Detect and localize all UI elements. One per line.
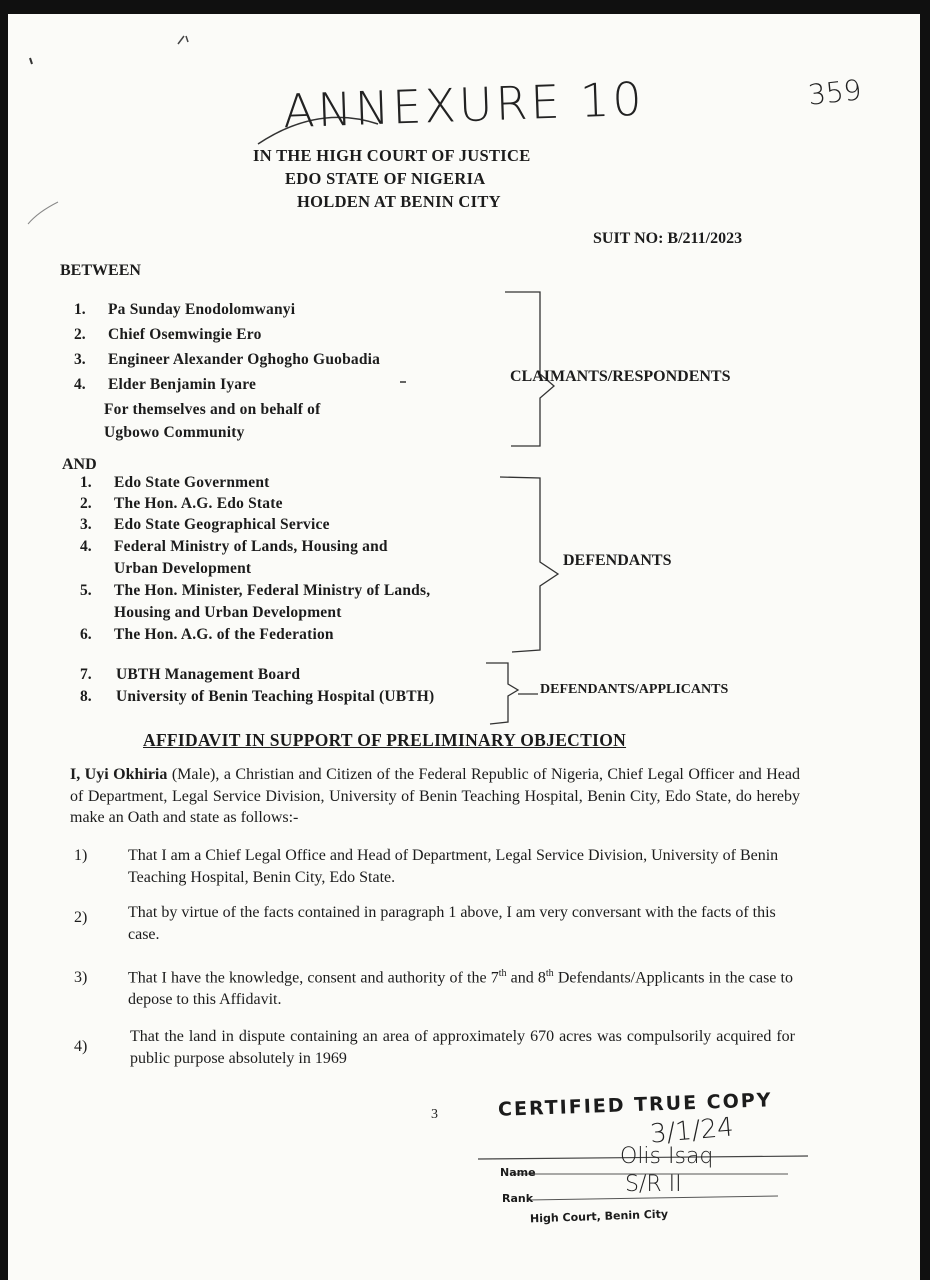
defendant-name-cont: Housing and Urban Development xyxy=(114,604,342,621)
paragraph-text: That I am a Chief Legal Office and Head of Department, Legal Service Division, University of Benin Teaching Hospital, Benin City, Edo State. xyxy=(128,847,779,886)
paragraph-number: 1) xyxy=(74,847,88,864)
stamp-name-label: Name xyxy=(500,1166,536,1179)
applicant-name: UBTH Management Board xyxy=(116,666,301,683)
superscript-th: th xyxy=(498,968,507,979)
paragraph-text: That the land in dispute containing an area of approximately 670 acres was compulsorily acquired for public purpose absolutely in 1969 xyxy=(130,1028,795,1067)
applicant-number: 8. xyxy=(80,688,92,705)
paragraph3-part2: and 8 xyxy=(506,969,546,987)
defendant-number: 4. xyxy=(80,538,92,555)
defendant-name: Edo State Geographical Service xyxy=(114,516,330,533)
applicant-number: 7. xyxy=(80,666,92,683)
defendant-number: 6. xyxy=(80,626,92,643)
claimant-name: Chief Osemwingie Ero xyxy=(108,326,262,343)
defendant-number: 3. xyxy=(80,516,92,533)
court-title-line1: IN THE HIGH COURT OF JUSTICE xyxy=(253,146,531,165)
defendant-name: Federal Ministry of Lands, Housing and xyxy=(114,538,388,555)
between-label: BETWEEN xyxy=(60,262,141,279)
stamp-court: High Court, Benin City xyxy=(529,1207,669,1226)
paragraph-number: 3) xyxy=(74,969,88,986)
claimants-role: CLAIMANTS/RESPONDENTS xyxy=(510,368,731,385)
paragraph-number: 4) xyxy=(74,1038,88,1055)
footer-page-number: 3 xyxy=(431,1107,438,1122)
superscript-th: th xyxy=(545,968,554,979)
defendant-name: The Hon. Minister, Federal Ministry of Lands, xyxy=(114,582,431,599)
stamp-name-value: Olis Isaq xyxy=(620,1144,714,1169)
court-title-line2: EDO STATE OF NIGERIA xyxy=(285,169,486,188)
claimant-number: 3. xyxy=(74,351,86,368)
and-label: AND xyxy=(62,456,97,473)
defendant-name: The Hon. A.G. of the Federation xyxy=(114,626,334,643)
applicants-role: DEFENDANTS/APPLICANTS xyxy=(540,682,729,697)
defendant-name-cont: Urban Development xyxy=(114,560,252,577)
stamp-rank-label: Rank xyxy=(502,1192,534,1205)
court-title-line3: HOLDEN AT BENIN CITY xyxy=(297,192,501,211)
stamp-date: 3/1/24 xyxy=(648,1112,735,1150)
defendants-role: DEFENDANTS xyxy=(563,552,672,569)
paragraph3-part1: That I have the knowledge, consent and authority of the 7 xyxy=(128,969,499,987)
defendant-name: Edo State Government xyxy=(114,474,270,491)
annexure-handwriting: ANNEXURE 10 xyxy=(282,71,646,139)
stamp-title: CERTIFIED TRUE COPY xyxy=(497,1089,773,1121)
document-page xyxy=(8,14,920,1280)
intro-text: (Male), a Christian and Citizen of the Federal Republic of Nigeria, Chief Legal Officer and Head of Department, Legal Service Division, University of Benin Teaching Hospital, Benin City, Edo State, do hereby make an Oath and state as follows:- xyxy=(70,766,800,826)
claimant-number: 1. xyxy=(74,301,86,318)
certified-stamp xyxy=(480,1086,800,1226)
affidavit-intro xyxy=(70,764,800,829)
suit-number: SUIT NO: B/211/2023 xyxy=(593,230,743,247)
claimant-name: Elder Benjamin Iyare xyxy=(108,376,257,393)
claimant-number: 2. xyxy=(74,326,86,343)
claimants-behalf-line2: Ugbowo Community xyxy=(104,424,245,441)
affidavit-heading: AFFIDAVIT IN SUPPORT OF PRELIMINARY OBJECTION xyxy=(143,730,627,750)
applicant-name: University of Benin Teaching Hospital (UBTH) xyxy=(116,688,435,705)
defendant-number: 5. xyxy=(80,582,92,599)
claimant-name: Engineer Alexander Oghogho Guobadia xyxy=(108,351,381,368)
paragraph-number: 2) xyxy=(74,909,88,926)
page-number-handwriting: 359 xyxy=(806,73,864,112)
defendant-name: The Hon. A.G. Edo State xyxy=(114,495,283,512)
claimant-number: 4. xyxy=(74,376,86,393)
deponent-name: I, Uyi Okhiria xyxy=(70,766,168,783)
claimants-behalf-line1: For themselves and on behalf of xyxy=(104,401,321,418)
defendant-number: 2. xyxy=(80,495,92,512)
paragraph3-part3: Defendants/Applicants in the case to depose to this Affidavit. xyxy=(128,969,794,1009)
paragraph-text xyxy=(128,963,793,1011)
defendant-number: 1. xyxy=(80,474,92,491)
claimant-name: Pa Sunday Enodolomwanyi xyxy=(108,301,296,318)
paragraph-text: That by virtue of the facts contained in paragraph 1 above, I am very conversant with the facts of this case. xyxy=(128,904,776,943)
stamp-rank-value: S/R II xyxy=(625,1172,682,1197)
